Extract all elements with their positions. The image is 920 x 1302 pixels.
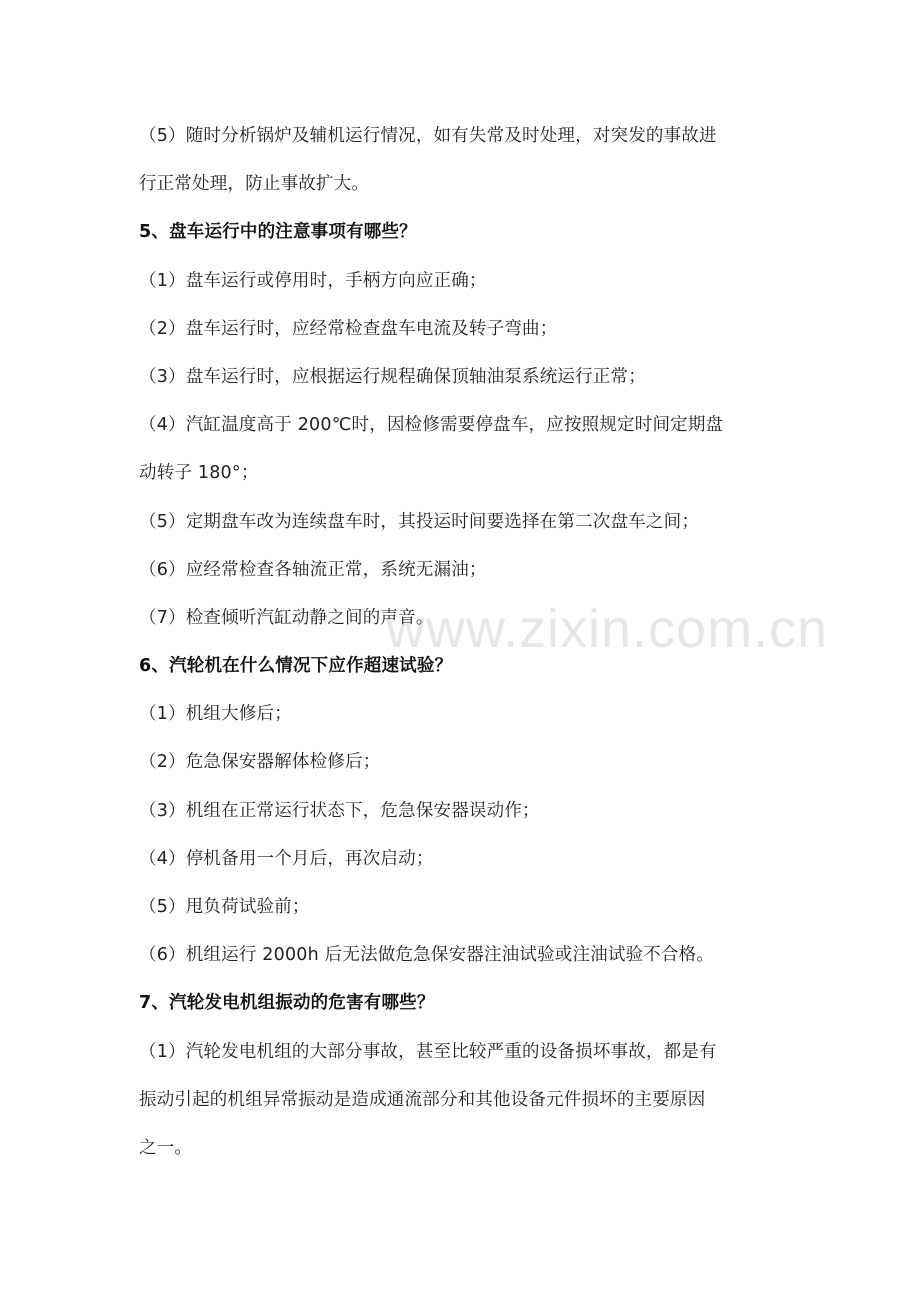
text-line: （7）检查倾听汽缸动静之间的声音。 [139, 607, 434, 628]
section-heading: 5、盘车运行中的注意事项有哪些？ [139, 222, 417, 243]
text-line: （5）随时分析锅炉及辅机运行情况，如有失常及时处理，对突发的事故进 [139, 126, 717, 146]
text-line: （1）机组大修后； [139, 704, 292, 725]
text-line: （6）应经常检查各轴流正常，系统无漏油； [139, 559, 487, 580]
section-heading: 7、汽轮发电机组振动的危害有哪些？ [139, 993, 435, 1014]
document-page [139, 112, 789, 1172]
text-line: （1）盘车运行或停用时，手柄方向应正确； [139, 270, 487, 291]
text-line: 动转子 180°； [139, 463, 259, 484]
text-line: 行正常处理，防止事故扩大。 [139, 174, 370, 195]
text-line: （2）盘车运行时，应经常检查盘车电流及转子弯曲； [139, 318, 558, 339]
text-line: （4）汽缸温度高于 200℃时，因检修需要停盘车，应按照规定时间定期盘 [139, 415, 724, 436]
text-line: （2）危急保安器解体检修后； [139, 752, 381, 773]
text-line: （5）甩负荷试验前； [139, 897, 310, 917]
text-line: （3）盘车运行时，应根据运行规程确保顶轴油泵系统运行正常； [139, 366, 646, 387]
text-line: 振动引起的机组异常振动是造成通流部分和其他设备元件损坏的主要原因 [139, 1089, 706, 1110]
text-line: （1）汽轮发电机组的大部分事故，甚至比较严重的设备损坏事故，都是有 [139, 1041, 717, 1062]
text-line: （3）机组在正常运行状态下，危急保安器误动作； [139, 800, 540, 821]
watermark: www.zixin.com.cn [386, 599, 829, 659]
section-heading: 6、汽轮机在什么情况下应作超速试验？ [139, 656, 453, 677]
text-line: 之一。 [139, 1137, 193, 1158]
text-line: （5）定期盘车改为连续盘车时，其投运时间要选择在第二次盘车之间； [139, 511, 700, 532]
text-line: （4）停机备用一个月后，再次启动； [139, 848, 434, 869]
text-line: （6）机组运行 2000h 后无法做危急保安器注油试验或注油试验不合格。 [139, 945, 715, 966]
